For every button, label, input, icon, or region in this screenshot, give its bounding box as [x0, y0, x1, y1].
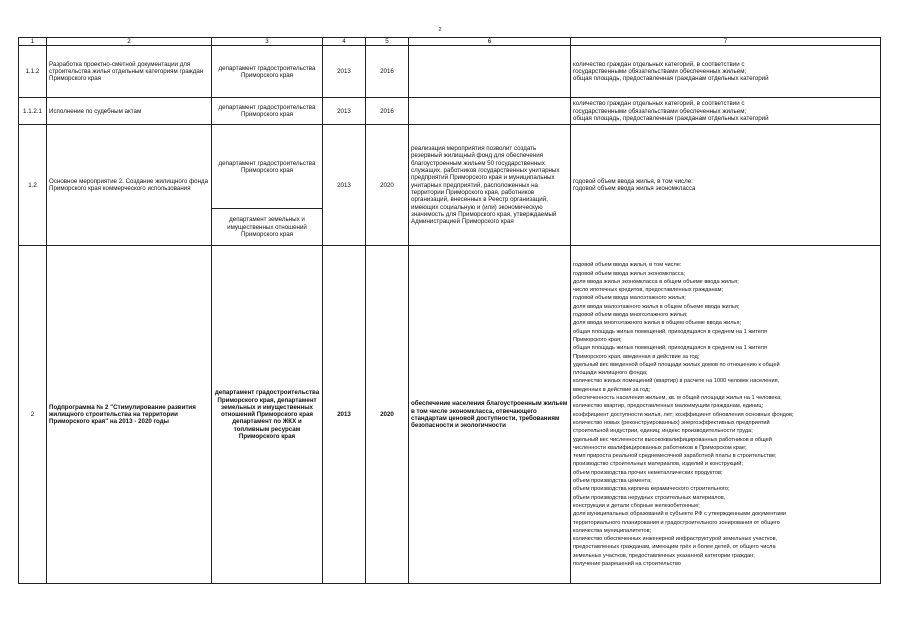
indicator-line: государственными обязательствами обеспеченных жильем;: [573, 107, 747, 115]
indicator-line: количество новых (реконструированных) энергоэффективных предприятий: [573, 419, 770, 426]
page-number: 2: [438, 27, 442, 33]
header-row: [19, 38, 881, 46]
header-cell: 6: [409, 38, 571, 46]
indicator-line: доля муниципальных образований в субъекте РФ с утвержденными документами: [573, 511, 787, 518]
row-executor: департамент градостроительства Приморского края: [212, 98, 323, 125]
indicator-line: территориального планирования и градостроительного зонирования от общего: [573, 519, 780, 526]
indicator-line: конструкции и детали сборные железобетонные;: [573, 502, 700, 509]
indicator-line: численности квалифицированных работников в Приморском крае;: [573, 444, 747, 451]
indicator-line: общая площадь жилых помещений, приходящаяся в среднем на 1 жителя: [573, 345, 767, 352]
row-executor-secondary: департамент земельных и имущественных отношений Приморского края: [212, 209, 323, 246]
indicator-line: удельный вес введенной общей площади жилых домов по отношению к общей: [573, 361, 780, 368]
indicator-line: годовой объем ввода жилья, в том числе:: [573, 262, 682, 269]
row-number: 1.1.2.1: [19, 98, 47, 125]
indicator-line: количество граждан отдельных категорий, в соответствии с: [573, 100, 745, 108]
indicator-line: количество жилых помещений (квартир) в расчете на 1000 человек населения,: [573, 378, 780, 385]
indicator-line: годовой объем ввода жилья экономкласса: [573, 185, 696, 193]
indicator-line: годовой объем ввода многоэтажного жилья;: [573, 312, 688, 319]
indicator-line: Приморского края, введенная в действие за год;: [573, 353, 700, 360]
table-row: [19, 46, 881, 98]
indicator-line: общая площадь жилых помещений, приходящаяся в среднем на 1 жителя: [573, 328, 767, 335]
row-name: Разработка проектно-сметной документации для строительства жилья отдельным категориям граждан Приморского края: [47, 46, 212, 98]
header-cell: 3: [212, 38, 323, 46]
indicator-line: количество граждан отдельных категорий, в соответствии с: [573, 60, 745, 68]
row-end-year: 2016: [366, 46, 409, 98]
row-result: [409, 98, 571, 125]
row-start-year: 2013: [323, 246, 366, 584]
table-row: [19, 125, 881, 209]
indicator-line: Приморского края;: [573, 336, 622, 343]
table-row: [19, 98, 881, 125]
row-end-year: 2020: [366, 246, 409, 584]
indicator-line: коэффициент доступности жилья, лет; коэффициент обновления основных фондов;: [573, 411, 794, 418]
indicator-line: объем производства цемента;: [573, 478, 652, 485]
header-cell: 4: [323, 38, 366, 46]
row-end-year: 2016: [366, 98, 409, 125]
indicator-line: объем производства прочих неметаллических продуктов;: [573, 469, 723, 476]
header-cell: 2: [47, 38, 212, 46]
indicator-line: государственными обязательствами обеспеченных жильем;: [573, 68, 747, 76]
row-name: Подпрограмма № 2 "Стимулирование развития жилищного строительства на территории Приморского края" на 2013 - 2020 годы: [47, 246, 212, 584]
row-number: 1.2: [19, 125, 47, 246]
indicator-line: количество квартир, предоставленных малоимущим гражданам, единиц;: [573, 403, 764, 410]
row-name: Основное мероприятие 2. Создание жилищного фонда Приморского края коммерческого использования: [47, 125, 212, 246]
program-table: [18, 37, 881, 584]
indicator-line: годовой объем ввода малоэтажного жилья;: [573, 295, 686, 302]
row-indicators: [571, 98, 881, 125]
indicator-line: земельных участков, предоставленных указанной категории граждан;: [573, 552, 755, 559]
indicator-line: общая площадь, предоставленная гражданам отдельных категорий: [573, 75, 769, 83]
row-start-year: 2013: [323, 98, 366, 125]
indicator-line: площади жилищного фонда;: [573, 370, 648, 377]
indicator-line: строительной индустрии, единиц; индекс производительности труда;: [573, 428, 753, 435]
row-number: 2: [19, 246, 47, 584]
indicator-line: предоставленных гражданам, имеющим трёх и более детей, от общего числа: [573, 544, 776, 551]
row-indicators: [571, 46, 881, 98]
header-cell: 1: [19, 38, 47, 46]
row-result: обеспечение населения благоустроенным жильем в том числе экономкласса, отвечающего стандартам ценовой доступности, требованиям безопасности и экологичности: [409, 246, 571, 584]
indicator-line: производство строительных материалов, изделий и конструкций;: [573, 461, 743, 468]
table-row: [19, 246, 881, 584]
indicator-line: общая площадь, предоставленная гражданам отдельных категорий: [573, 114, 769, 122]
indicator-line: доля ввода малоэтажного жилья в общем объеме ввода жилья;: [573, 303, 740, 310]
header-cell: 5: [366, 38, 409, 46]
row-executor: департамент градостроительства Приморского края, департамент земельных и имущественных отношений Приморского края департамент по ЖКХ и топливным ресурсам Приморского края: [212, 246, 323, 584]
indicator-line: обеспеченность населения жильем, кв. м общей площади жилья на 1 человека;: [573, 395, 782, 402]
indicator-line: годовой объем ввода жилья, в том числе:: [573, 178, 693, 185]
row-number: 1.1.2: [19, 46, 47, 98]
indicator-line: доля ввода многоэтажного жилья в общем объеме ввода жилья;: [573, 320, 742, 327]
row-name: Исполнение по судебным актам: [47, 98, 212, 125]
row-indicators: [571, 125, 881, 246]
indicator-line: годовой объем ввода жилья экономкласса;: [573, 270, 686, 277]
indicator-line: введенных в действие за год;: [573, 386, 650, 393]
row-start-year: 2013: [323, 46, 366, 98]
indicator-line: удельный вес численности высококвалифицированных работников в общей: [573, 436, 772, 443]
indicator-line: количества муниципалитетов;: [573, 527, 652, 534]
row-start-year: 2013: [323, 125, 366, 246]
indicator-line: доля ввода жилья экономкласса в общем объеме ввода жилья;: [573, 278, 739, 285]
indicator-line: объем производства кирпича керамического строительного;: [573, 486, 730, 493]
indicator-line: число ипотечных кредитов, предоставленных гражданам;: [573, 287, 724, 294]
row-executor: департамент градостроительства Приморского края: [212, 46, 323, 98]
indicator-line: получение разрешений на строительство: [573, 560, 681, 567]
indicator-line: объем производства нерудных строительных материалов,: [573, 494, 726, 501]
row-result: реализация мероприятия позволит создать резервный жилищный фонд для обеспечения благоустроенным жильем 50 государственных служащих, работников государственных унитарных предприятий Приморского края и муниципальных унитарных предприятий, расположенных на территории Приморского края, работников организаций, внесенных в Реестр организаций, имеющих социальную и (или) экономическую значимость для Приморского края, утверждаемый Администрацией Приморского края: [409, 125, 571, 246]
row-executor: департамент градостроительства Приморского края: [212, 125, 323, 209]
row-indicators: [571, 246, 881, 584]
indicator-line: количество обеспеченных инженерной инфраструктурой земельных участков,: [573, 536, 778, 543]
row-end-year: 2020: [366, 125, 409, 246]
header-cell: 7: [571, 38, 881, 46]
row-result: [409, 46, 571, 98]
indicator-line: темп прироста реальной среднемесячной заработной платы в строительстве;: [573, 453, 777, 460]
